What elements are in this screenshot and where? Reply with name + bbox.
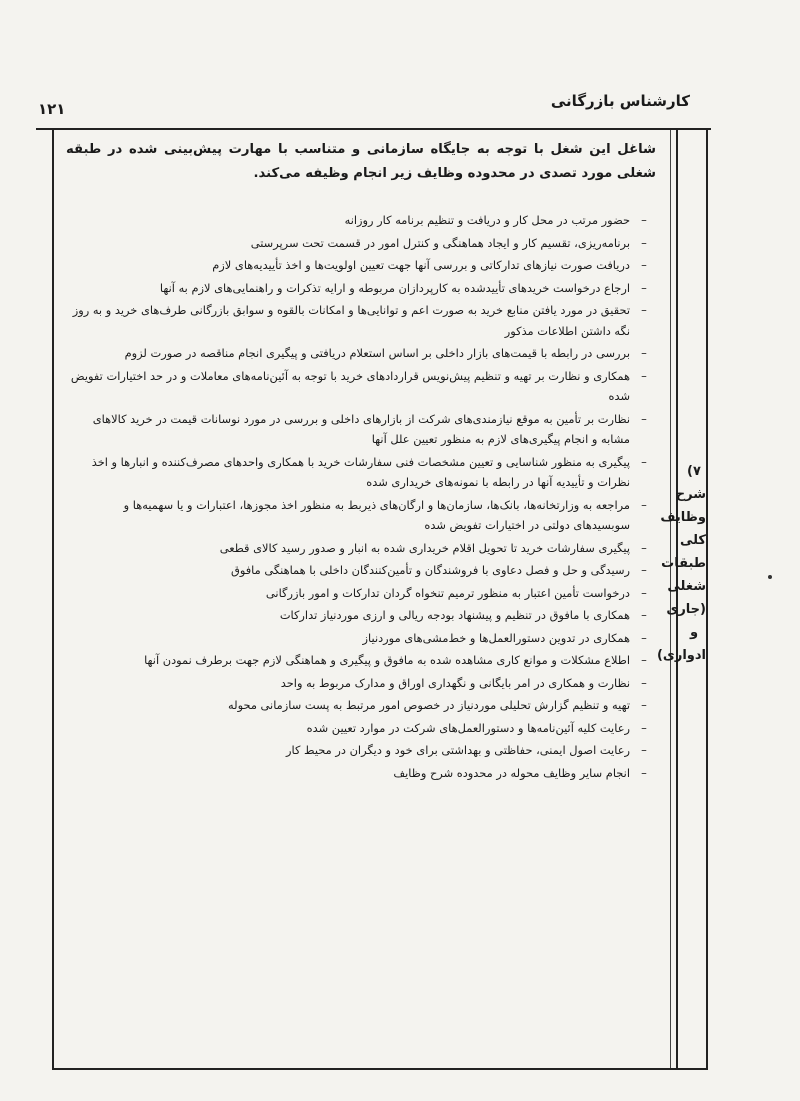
duties-list [68,210,650,785]
duty-text: نظارت و همکاری در امر بایگانی و نگهداری اوراق و مدارک مربوط به واحد [280,675,630,690]
bullet-dash: – [641,765,647,780]
duty-text: همکاری در تدوین دستورالعمل‌ها و خط‌مشی‌های موردنیاز [362,630,630,645]
scan-mark [768,575,772,579]
duty-item [68,695,650,716]
bullet-dash: – [641,698,647,712]
duty-text: بررسی در رابطه با قیمت‌های بازار داخلی بر اساس استعلام دریافتی و پیگیری انجام مناقصه در صورت لزوم [124,346,630,360]
duty-item [68,650,650,671]
duty-text: دریافت صورت نیازهای تدارکاتی و بررسی آنها جهت تعیین اولویت‌ها و اخذ تأییدیه‌های لازم [212,258,630,272]
bullet-dash: – [641,213,647,227]
bullet-dash: – [641,303,647,317]
duty-item [68,409,650,450]
bullet-dash: – [641,720,647,735]
bullet-dash: – [641,497,647,512]
duty-item [68,495,650,536]
duty-text: رعایت اصول ایمنی، حفاظتی و بهداشتی برای خود و دیگران در محیط کار [286,743,630,757]
bullet-dash: – [641,608,647,622]
duty-text: درخواست تأمین اعتبار به منظور ترمیم تنخواه گردان تدارکات و امور بازرگانی [265,585,630,600]
duty-text: تهیه و تنظیم گزارش تحلیلی موردنیاز در خصوص امور مرتبط به پست سازمانی محوله [228,698,630,712]
duty-item [68,278,650,299]
duty-item [68,255,650,276]
duty-text: تحقیق در مورد یافتن منابع خرید به صورت اعم و توانایی‌ها و امکانات بالقوه و سوابق بازرگانی طرف‌های خرید و به روز نگه داشتن اطلاعات مذکور [72,303,630,338]
bullet-dash: – [641,563,647,577]
duty-text: همکاری و نظارت بر تهیه و تنظیم پیش‌نویس قراردادهای خرید با توجه به آئین‌نامه‌های معاملات و در حد اختیارات تفویض شده [70,368,630,403]
duty-item [68,233,650,254]
bullet-dash: – [641,653,647,667]
duty-item [68,718,650,739]
duty-item [68,673,650,694]
duty-item [68,560,650,581]
bullet-dash: – [641,630,647,645]
duty-item [68,366,650,407]
duty-text: حضور مرتب در محل کار و دریافت و تنظیم برنامه کار روزانه [344,213,630,227]
duty-item [68,740,650,761]
duty-item [68,343,650,364]
duty-text: پیگیری به منظور شناسایی و تعیین مشخصات فنی سفارشات خرید با همکاری واحدهای مصرف‌کننده و انبارها و اخذ نظرات و تأییدیه آنها در رابطه با نمونه‌های خریداری شده [91,454,630,489]
bullet-dash: – [641,346,647,360]
job-description-table [52,130,708,1070]
bullet-dash: – [641,368,647,383]
duty-item [68,763,650,784]
page-number: ۱۲۱ [38,100,66,118]
intro-paragraph: شاغل این شغل با توجه به جایگاه سازمانی و متناسب با مهارت پیش‌بینی شده در طبقه شغلی مورد تصدی در محدوده وظایف زیر انجام وظیفه می‌کند. [66,142,656,181]
duty-text: مراجعه به وزارتخانه‌ها، بانک‌ها، سازمان‌ها و ارگان‌های ذیربط به منظور اخذ مجوزها، اعتبارات و یا سهمیه‌ها و سوبسیدهای دولتی در اختیارات تفویض شده [123,497,630,532]
duty-text: رعایت کلیه آئین‌نامه‌ها و دستورالعمل‌های شرکت در موارد تعیین شده [306,720,630,735]
duty-item [68,628,650,649]
bullet-dash: – [641,540,647,555]
duty-item [68,583,650,604]
duty-item [68,300,650,341]
bullet-dash: – [641,411,647,426]
duty-text: نظارت بر تأمین به موقع نیازمندی‌های شرکت از بازارهای داخلی و بررسی در مورد نوسانات قیمت در خرید کالاهای مشابه و انجام پیگیری‌های لازم به منظور تعیین علل آنها [92,411,630,446]
bullet-dash: – [641,454,647,469]
duty-text: پیگیری سفارشات خرید تا تحویل اقلام خریداری شده به انبار و صدور رسید کالای قطعی [219,540,630,555]
section-label: ۷) شرح وظایف کلی طبقات شغلی (جاری و ادواری) [656,464,706,663]
duty-item [68,452,650,493]
bullet-dash: – [641,280,647,295]
duty-item [68,605,650,626]
bullet-dash: – [641,235,647,250]
bullet-dash: – [641,743,647,757]
duty-text: اطلاع مشکلات و موانع کاری مشاهده شده به مافوق و پیگیری و هماهنگی لازم جهت برطرف نمودن آنها [144,653,630,667]
duty-item [68,210,650,231]
duty-text: انجام سایر وظایف محوله در محدوده شرح وظایف [393,765,630,780]
duty-text: برنامه‌ریزی، تقسیم کار و ایجاد هماهنگی و کنترل امور در قسمت تحت سرپرستی [250,235,630,250]
bullet-dash: – [641,585,647,600]
duty-text: همکاری با مافوق در تنظیم و پیشنهاد بودجه ریالی و ارزی موردنیاز تدارکات [279,608,630,622]
page-header-title: کارشناس بازرگانی [550,92,690,110]
duty-text: رسیدگی و حل و فصل دعاوی با فروشندگان و تأمین‌کنندگان داخلی با هماهنگی مافوق [230,563,630,577]
duty-item [68,538,650,559]
duty-text: ارجاع درخواست خریدهای تأییدشده به کارپردازان مربوطه و ارایه تذکرات و راهنمایی‌های لازم به آنها [159,280,630,295]
bullet-dash: – [641,258,647,272]
bullet-dash: – [641,675,647,690]
